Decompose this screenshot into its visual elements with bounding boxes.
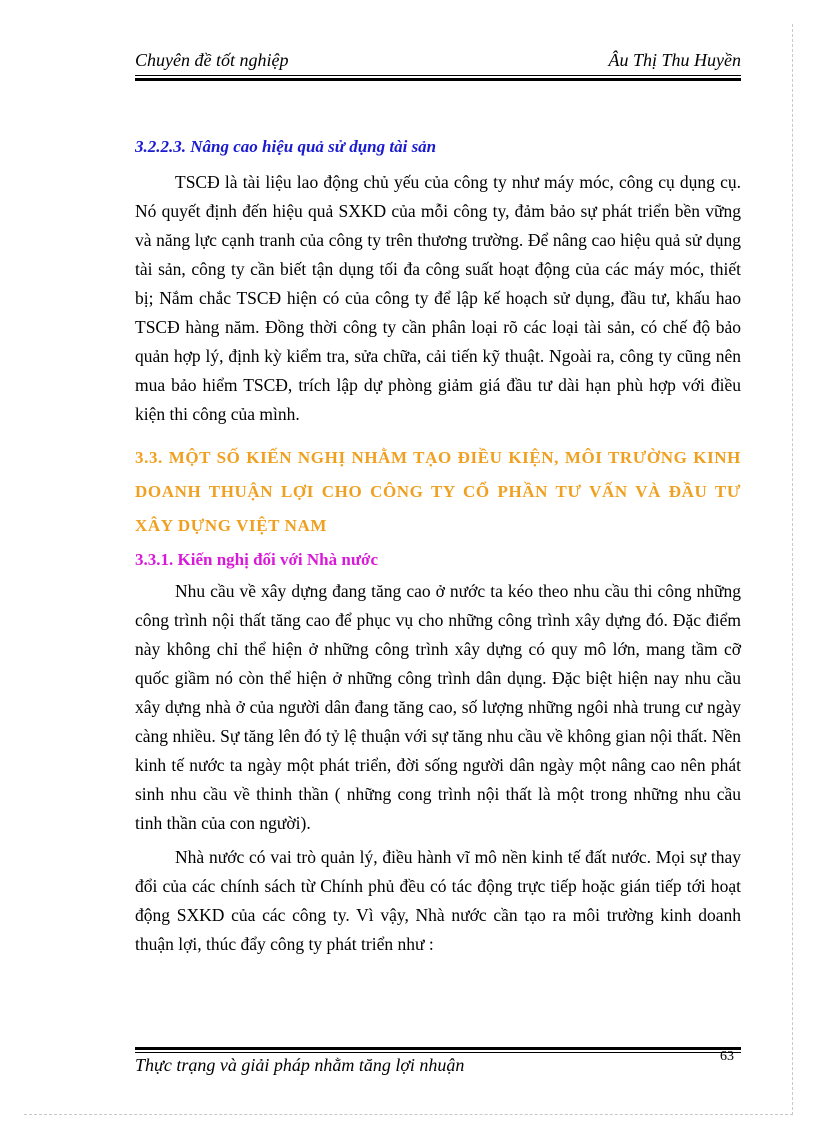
- header-author: Âu Thị Thu Huyền: [608, 50, 741, 70]
- document-body: [135, 128, 741, 959]
- heading-3-3: 3.3. MỘT SỐ KIẾN NGHỊ NHẰM TẠO ĐIỀU KIỆN, MÔI TRƯỜNG KINH DOANH THUẬN LỢI CHO CÔNG TY CỔ PHẦN TƯ VẤN VÀ ĐẦU TƯ XÂY DỰNG VIỆT NAM: [135, 448, 741, 535]
- paragraph-construction-demand: Nhu cầu về xây dựng đang tăng cao ở nước ta kéo theo nhu cầu thi công những công trình nội thất tăng cao để phục vụ cho những công trình xây dựng đó. Đặc điểm này không chỉ thể hiện ở những công trình xây dựng có quy mô lớn, mang tầm cỡ quốc giầm nó còn thể hiện ở những công trình dân dụng. Đặc biệt hiện nay nhu cầu xây dựng nhà ở của người dân đang tăng cao, số lượng những ngôi nhà trung cư ngày càng nhiều. Sự tăng lên đó tỷ lệ thuận với sự tăng nhu cầu về không gian nội thất. Nền kinh tế nước ta ngày một phát triển, đời sống người dân ngày một nâng cao nên phát sinh nhu cầu về thinh thần ( những cong trình nội thất là một trong những nhu cầu tinh thần của con người).: [135, 581, 741, 833]
- footer-rule: [135, 1052, 741, 1053]
- paragraph-asset-efficiency: TSCĐ là tài liệu lao động chủ yếu của công ty như máy móc, công cụ dụng cụ. Nó quyết định đến hiệu quả SXKD của mỗi công ty, đảm bảo sự phát triển bền vững và năng lực cạnh tranh của công ty trên thương trường. Để nâng cao hiệu quả sử dụng tài sản, công ty cần biết tận dụng tối đa công suất hoạt động của các máy móc, thiết bị; Nắm chắc TSCĐ hiện có của công ty để lập kế hoạch sử dụng, đầu tư, khấu hao TSCĐ hàng năm. Đồng thời công ty cần phân loại rõ các loại tài sản, có chế độ bảo quản hợp lý, định kỳ kiểm tra, sửa chữa, cải tiến kỹ thuật. Ngoài ra, công ty cũng nên mua bảo hiểm TSCĐ, trích lập dự phòng giảm giá đầu tư dài hạn phù hợp với điều kiện thi công của mình.: [135, 172, 741, 424]
- header-left-title: Chuyên đề tốt nghiệp: [135, 50, 289, 70]
- header-rule-thick: [135, 78, 741, 81]
- header-rule: [135, 75, 741, 76]
- paragraph-state-role: Nhà nước có vai trò quản lý, điều hành vĩ mô nền kinh tế đất nước. Mọi sự thay đổi của các chính sách từ Chính phủ đều có tác động trực tiếp hoặc gián tiếp tới hoạt động SXKD của các công ty. Vì vậy, Nhà nước cần tạo ra môi trường kinh doanh thuận lợi, thúc đẩy công ty phát triển như :: [135, 847, 741, 954]
- heading-3-2-2-3: 3.2.2.3. Nâng cao hiệu quả sử dụng tài sản: [135, 137, 437, 156]
- heading-3-3-1: 3.3.1. Kiến nghị đối với Nhà nước: [135, 550, 378, 569]
- footer-title: Thực trạng và giải pháp nhằm tăng lợi nhuận: [135, 1055, 465, 1075]
- page-header: [135, 46, 741, 76]
- footer-rule-thick: [135, 1047, 741, 1050]
- page-number: 63: [720, 1049, 734, 1064]
